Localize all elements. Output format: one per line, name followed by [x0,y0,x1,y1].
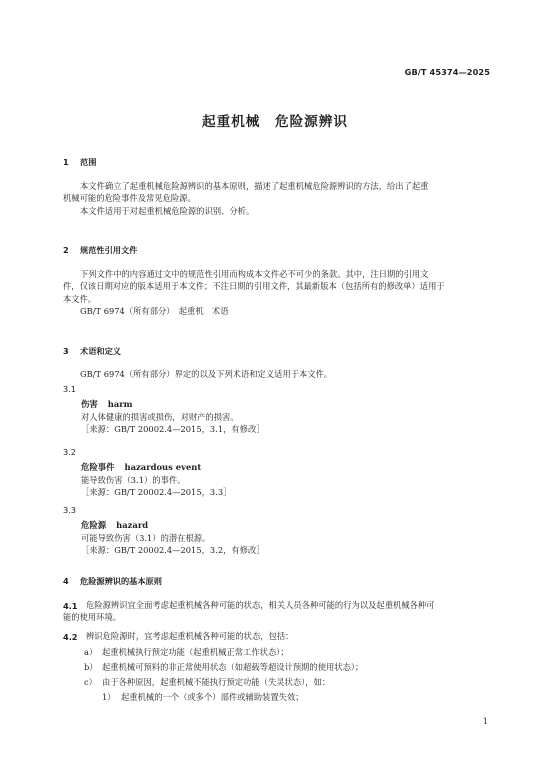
text-line: 本文件确立了起重机械危险源辨识的基本原则，描述了起重机械危险源辨识的方法，给出了起重 [80,181,429,191]
document-title: 起重机械 危险源辨识 [202,114,348,130]
list-item: 起重机械执行预定功能（起重机械正常工作状态）； [102,647,289,657]
section-number: 2 [63,245,69,255]
definition-source: ［来源：GB/T 20002.4—2015，3.1，有修改］ [81,424,265,435]
list-label: b） [84,662,98,672]
clause-text: 辨识危险源时，宜考虑起重机械各种可能的状态，包括： [86,631,294,641]
term-en: harm [107,399,133,409]
definition-text: 对人体健康的损害或损伤，对财产的损害。 [81,412,239,422]
section-title: 规范性引用文件 [80,245,138,255]
section-title: 危险源辨识的基本原则 [80,576,162,586]
section-heading-principles [63,576,162,587]
term-definition [81,532,265,557]
clause-number: 4.2 [63,632,78,642]
text-line: 机械可能的危险事件及常见危险源。 [63,193,196,204]
text-line: 件，仅该日期对应的版本适用于本文件；不注日期的引用文件，其最新版本（包括所有的修改单）适用于 [63,281,445,292]
section-title: 术语和定义 [80,346,121,356]
section-heading-normative [63,245,137,256]
term-name [81,519,148,531]
term-name [81,398,133,410]
scope-paragraph [63,180,488,217]
text-line: GB/T 6974（所有部分）界定的以及下列术语和定义适用于本文件。 [80,369,333,379]
text-line: 下列文件中的内容通过文中的规范性引用而构成本文件必不可少的条款。其中，注日期的引用文 [80,269,429,279]
text-line: 能的使用环境。 [63,612,122,623]
term-number: 3.2 [63,447,77,457]
document-code: GB/T 45374—2025 [404,67,490,77]
section-heading-scope [63,157,96,168]
sublist-item: 起重机械的一个（或多个）部件或辅助装置失效； [121,692,304,702]
term-en: hazardous event [124,462,202,472]
text-line: 危险源辨识宜全面考虑起重机械各种可能的状态，相关人员各种可能的行为以及起重机械各种可 [86,600,435,610]
section-heading-terms [63,346,121,357]
term-definition [81,411,265,436]
terms-intro [63,368,488,380]
term-number: 3.1 [63,384,77,394]
page-number: 1 [482,716,488,726]
text-line: 本文件。 [63,293,97,304]
section-title: 范围 [80,157,97,167]
list-label: c） [84,677,97,687]
clause-number: 4.1 [63,601,78,611]
term-number: 3.3 [63,505,77,515]
definition-text: 可能导致伤害（3.1）的潜在根源。 [81,533,211,543]
list-item: 起重机械可预料的非正常使用状态（如超载等超设计预期的使用状态）； [102,662,364,672]
definition-text: 能导致伤害（3.1）的事件。 [81,475,186,485]
term-en: hazard [116,520,149,530]
sublist-label: 1） [102,692,116,702]
definition-source: ［来源：GB/T 20002.4—2015，3.2，有修改］ [81,545,265,556]
term-zh: 危险事件 [81,462,115,472]
term-zh: 危险源 [81,520,107,530]
list-label: a） [84,647,98,657]
term-zh: 伤害 [81,399,98,409]
term-name [81,461,201,473]
section-number: 1 [63,157,69,167]
definition-source: ［来源：GB/T 20002.4—2015，3.3］ [81,487,232,498]
section-number: 3 [63,346,69,356]
normative-paragraph [63,268,488,317]
text-line: 本文件适用于对起重机械危险源的识别、分析。 [80,205,255,216]
section-number: 4 [63,576,69,586]
normative-reference: GB/T 6974（所有部分） 起重机 术语 [80,305,229,316]
list-item: 由于各种原因，起重机械不能执行预定功能（失灵状态），如： [102,677,331,687]
term-definition [81,474,231,499]
